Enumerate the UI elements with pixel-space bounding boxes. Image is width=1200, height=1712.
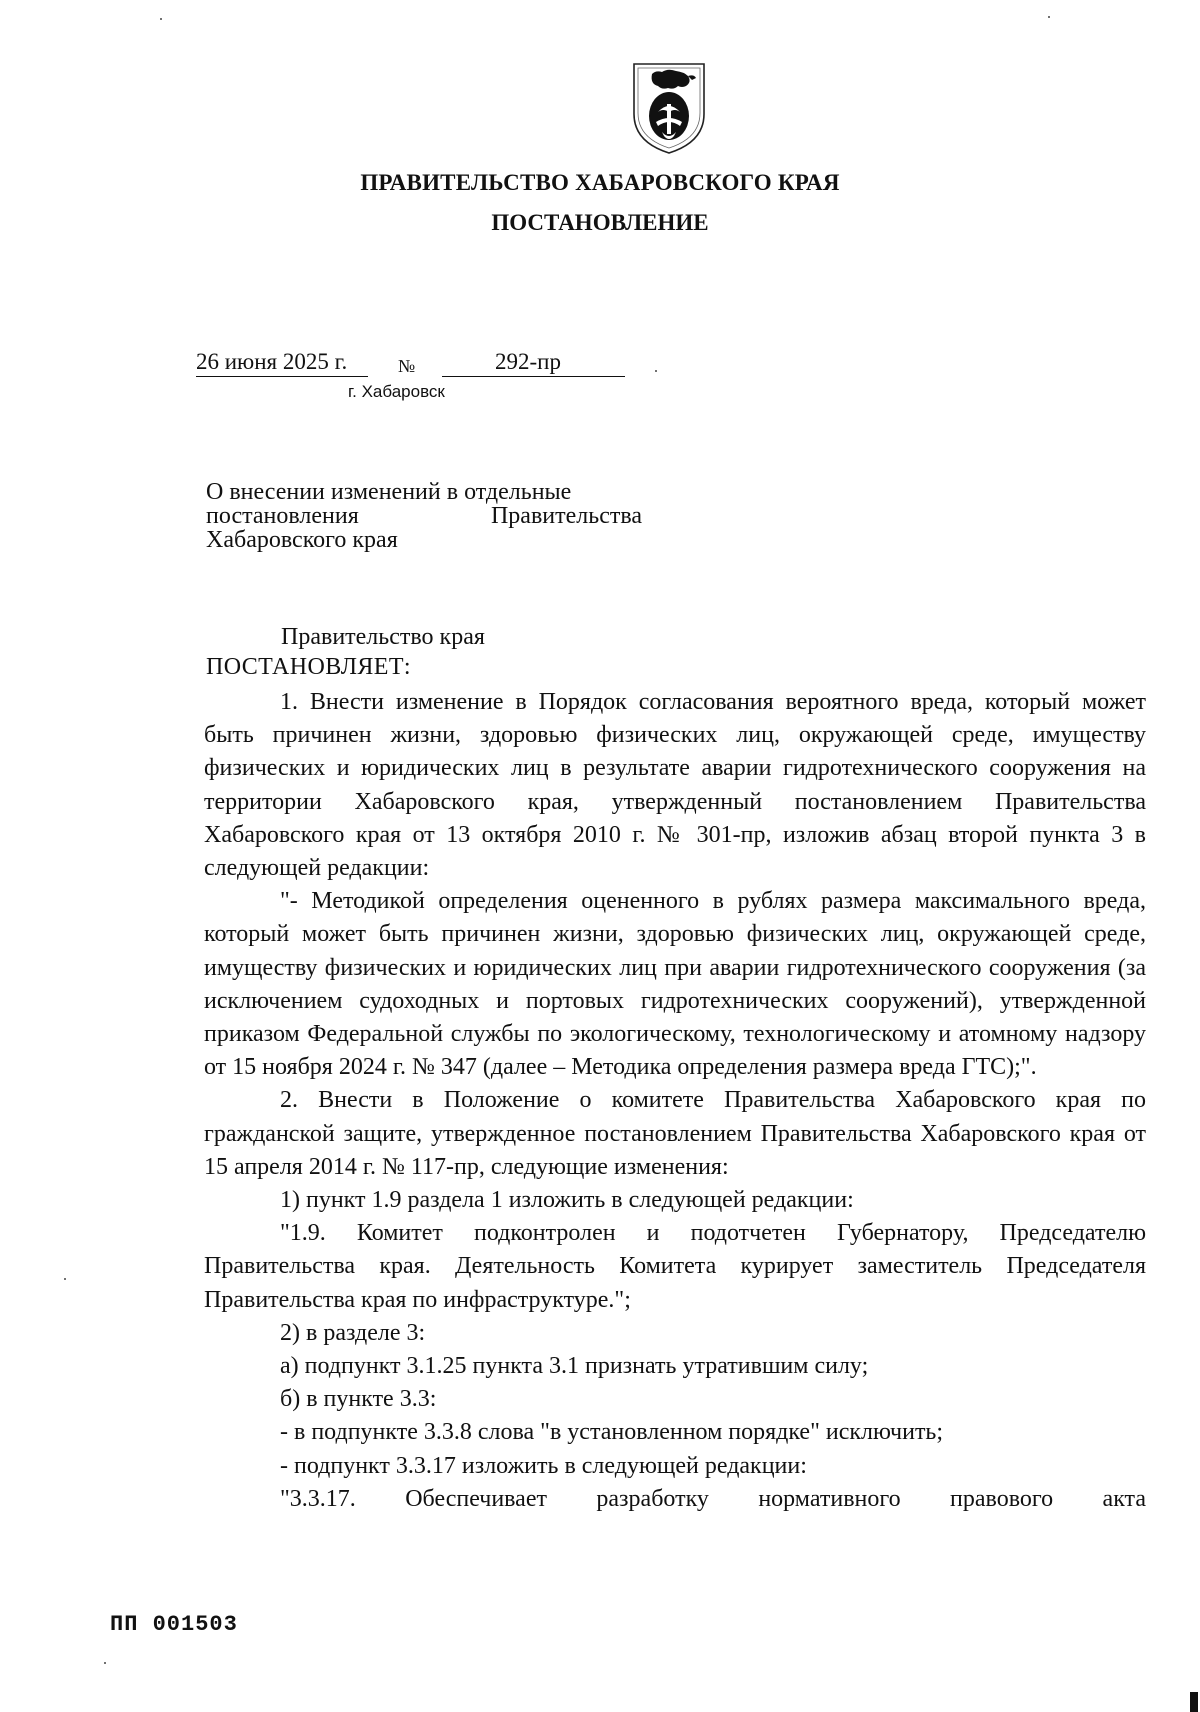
scan-speck xyxy=(1048,16,1050,18)
paragraph-2: "- Методикой определения оцененного в рублях размера максимального вреда, который может быть причинен жизни, здоровью физических лиц, окружающей среде, имуществу физических и юридических лиц при аварии гидротехнического сооружения (за исключением судоходных и портовых гидротехнических сооружений), утвержденной приказом Федеральной службы по экологическому, технологическому и атомному надзору от 15 ноября 2024 г. № 347 (далее – Методика определения размера вреда ГТС);". xyxy=(204,888,1146,1081)
resolves-heading: ПОСТАНОВЛЯЕТ: xyxy=(206,654,411,680)
paragraph-1: 1. Внести изменение в Порядок согласования вероятного вреда, который может быть причинен жизни, здоровью физических лиц, окружающей среде, имуществу физических и юридических лиц в результате аварии гидротехнического сооружения на территории Хабаровского края, утвержденный постановлением Правительства Хабаровского края от 13 октября 2010 г. № 301-пр, изложив абзац второй пункта 3 в следующей редакции: xyxy=(204,689,1146,882)
paragraph-4: 1) пункт 1.9 раздела 1 изложить в следующей редакции: xyxy=(280,1187,854,1214)
paragraph-8: б) в пункте 3.3: xyxy=(280,1386,437,1413)
paragraph-11: "3.3.17. Обеспечивает разработку нормативного правового акта xyxy=(280,1485,1146,1512)
paragraph-9: - в подпункте 3.3.8 слова "в установленном порядке" исключить; xyxy=(280,1419,944,1446)
government-title: ПРАВИТЕЛЬСТВО ХАБАРОВСКОГО КРАЯ xyxy=(360,170,840,195)
number-sign: № xyxy=(398,356,416,376)
paragraph-10: - подпункт 3.3.17 изложить в следующей редакции: xyxy=(280,1452,807,1479)
issue-city: г. Хабаровск xyxy=(348,382,445,401)
scan-edge-mark xyxy=(1190,1692,1198,1712)
scan-speck xyxy=(104,1662,106,1664)
subject-line-2-right: Правительства xyxy=(490,503,642,529)
paragraph-5: "1.9. Комитет подконтролен и подотчетен Губернатору, Председателю Правительства края. Деятельность Комитета курирует заместитель Председателя Правительства края по инфраструктуре."; xyxy=(204,1220,1146,1313)
subject-line-2-left: постановления xyxy=(206,503,359,529)
paragraph-7: а) подпункт 3.1.25 пункта 3.1 признать утратившим силу; xyxy=(280,1353,869,1380)
coat-of-arms-icon xyxy=(628,60,710,156)
document-type-title: ПОСТАНОВЛЕНИЕ xyxy=(491,210,709,235)
subject-line-3: Хабаровского края xyxy=(206,527,398,553)
form-stamp-number: ПП 001503 xyxy=(110,1612,238,1637)
subject-line-2 xyxy=(206,504,642,528)
document-number: 292-пр xyxy=(442,348,625,377)
paragraph-6: 2) в разделе 3: xyxy=(280,1319,426,1346)
document-body xyxy=(204,686,1146,1516)
subject-line-1: О внесении изменений в отдельные xyxy=(206,479,572,505)
document-subject xyxy=(206,480,642,552)
paragraph-3: 2. Внести в Положение о комитете Правительства Хабаровского края по гражданской защите, утвержденное постановлением Правительства Хабаровского края от 15 апреля 2014 г. № 117-пр, следующие изменения: xyxy=(204,1087,1146,1180)
scan-speck xyxy=(160,18,162,20)
document-date: 26 июня 2025 г. xyxy=(196,348,368,377)
scan-speck xyxy=(64,1278,66,1280)
preamble: Правительство края xyxy=(281,624,485,650)
scan-speck xyxy=(655,370,657,372)
